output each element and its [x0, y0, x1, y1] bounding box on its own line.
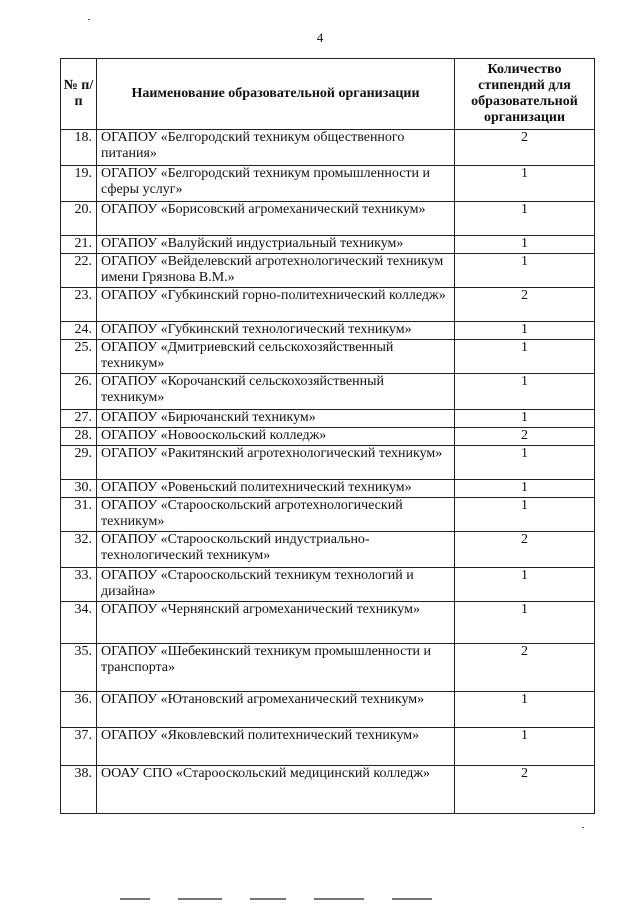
row-number: 24.: [61, 322, 97, 340]
table-row: [61, 602, 595, 644]
table-row: [61, 728, 595, 766]
row-number: 33.: [61, 568, 97, 602]
table-row: [61, 202, 595, 236]
row-number: 26.: [61, 374, 97, 410]
organizations-table: [60, 58, 595, 814]
organization-name: ОГАПОУ «Белгородский техникум промышленности и сферы услуг»: [97, 166, 455, 202]
row-number: 31.: [61, 498, 97, 532]
organization-name: ОГАПОУ «Старооскольский индустриально-технологический техникум»: [97, 532, 455, 568]
header-quantity: Количество стипендий для образовательной организации: [455, 59, 595, 130]
organization-name: ОГАПОУ «Старооскольский агротехнологический техникум»: [97, 498, 455, 532]
organization-name: ОГАПОУ «Губкинский горно-политехнический колледж»: [97, 288, 455, 322]
scholarship-count: 1: [455, 410, 595, 428]
organization-name: ООАУ СПО «Старооскольский медицинский колледж»: [97, 766, 455, 814]
row-number: 18.: [61, 130, 97, 166]
row-number: 36.: [61, 692, 97, 728]
scholarship-count: 1: [455, 692, 595, 728]
scholarship-count: 1: [455, 446, 595, 480]
scholarship-count: 1: [455, 166, 595, 202]
organization-name: ОГАПОУ «Ракитянский агротехнологический техникум»: [97, 446, 455, 480]
row-number: 22.: [61, 254, 97, 288]
scholarship-count: 2: [455, 288, 595, 322]
row-number: 32.: [61, 532, 97, 568]
header-name: Наименование образовательной организации: [97, 59, 455, 130]
row-number: 29.: [61, 446, 97, 480]
table-row: [61, 480, 595, 498]
table-row: [61, 374, 595, 410]
table-row: [61, 288, 595, 322]
row-number: 21.: [61, 236, 97, 254]
scholarship-count: 2: [455, 644, 595, 692]
table-row: [61, 236, 595, 254]
scholarship-count: 2: [455, 766, 595, 814]
organization-name: ОГАПОУ «Губкинский технологический техникум»: [97, 322, 455, 340]
organization-name: ОГАПОУ «Ровеньский политехнический техникум»: [97, 480, 455, 498]
organization-name: ОГАПОУ «Борисовский агромеханический техникум»: [97, 202, 455, 236]
scholarship-count: 1: [455, 254, 595, 288]
row-number: 38.: [61, 766, 97, 814]
organization-name: ОГАПОУ «Яковлевский политехнический техникум»: [97, 728, 455, 766]
organization-name: ОГАПОУ «Белгородский техникум общественного питания»: [97, 130, 455, 166]
scan-speck: [88, 19, 90, 20]
row-number: 28.: [61, 428, 97, 446]
row-number: 20.: [61, 202, 97, 236]
table-row: [61, 254, 595, 288]
table-row: [61, 322, 595, 340]
table-header-row: [61, 59, 595, 130]
organization-name: ОГАПОУ «Корочанский сельскохозяйственный техникум»: [97, 374, 455, 410]
organization-name: ОГАПОУ «Шебекинский техникум промышленности и транспорта»: [97, 644, 455, 692]
organization-name: ОГАПОУ «Старооскольский техникум технологий и дизайна»: [97, 568, 455, 602]
table-row: [61, 130, 595, 166]
row-number: 34.: [61, 602, 97, 644]
table-row: [61, 446, 595, 480]
organization-name: ОГАПОУ «Валуйский индустриальный техникум»: [97, 236, 455, 254]
page-number: 4: [316, 30, 324, 45]
header-number: № п/п: [61, 59, 97, 130]
scholarship-count: 2: [455, 532, 595, 568]
scholarship-count: 1: [455, 236, 595, 254]
scholarship-count: 1: [455, 568, 595, 602]
table-row: [61, 766, 595, 814]
organization-name: ОГАПОУ «Новооскольский колледж»: [97, 428, 455, 446]
table-row: [61, 340, 595, 374]
organization-name: ОГАПОУ «Дмитриевский сельскохозяйственный техникум»: [97, 340, 455, 374]
table-row: [61, 498, 595, 532]
row-number: 27.: [61, 410, 97, 428]
row-number: 30.: [61, 480, 97, 498]
scan-edge-artifact: [120, 898, 520, 902]
row-number: 37.: [61, 728, 97, 766]
organization-name: ОГАПОУ «Бирючанский техникум»: [97, 410, 455, 428]
organization-name: ОГАПОУ «Чернянский агромеханический техникум»: [97, 602, 455, 644]
row-number: 23.: [61, 288, 97, 322]
table-row: [61, 692, 595, 728]
table-row: [61, 644, 595, 692]
organization-name: ОГАПОУ «Ютановский агромеханический техникум»: [97, 692, 455, 728]
scholarship-count: 1: [455, 340, 595, 374]
scholarship-count: 1: [455, 480, 595, 498]
table-body: [61, 130, 595, 814]
table-row: [61, 428, 595, 446]
row-number: 19.: [61, 166, 97, 202]
table-row: [61, 166, 595, 202]
scholarship-count: 1: [455, 374, 595, 410]
scholarship-count: 1: [455, 602, 595, 644]
organization-name: ОГАПОУ «Вейделевский агротехнологический техникум имени Грязнова В.М.»: [97, 254, 455, 288]
scan-speck: [582, 827, 584, 828]
row-number: 25.: [61, 340, 97, 374]
scholarship-count: 1: [455, 322, 595, 340]
scholarship-count: 1: [455, 728, 595, 766]
scholarship-count: 2: [455, 428, 595, 446]
scholarship-count: 1: [455, 498, 595, 532]
scholarship-count: 2: [455, 130, 595, 166]
table-row: [61, 532, 595, 568]
table-row: [61, 568, 595, 602]
row-number: 35.: [61, 644, 97, 692]
table-row: [61, 410, 595, 428]
scholarship-count: 1: [455, 202, 595, 236]
